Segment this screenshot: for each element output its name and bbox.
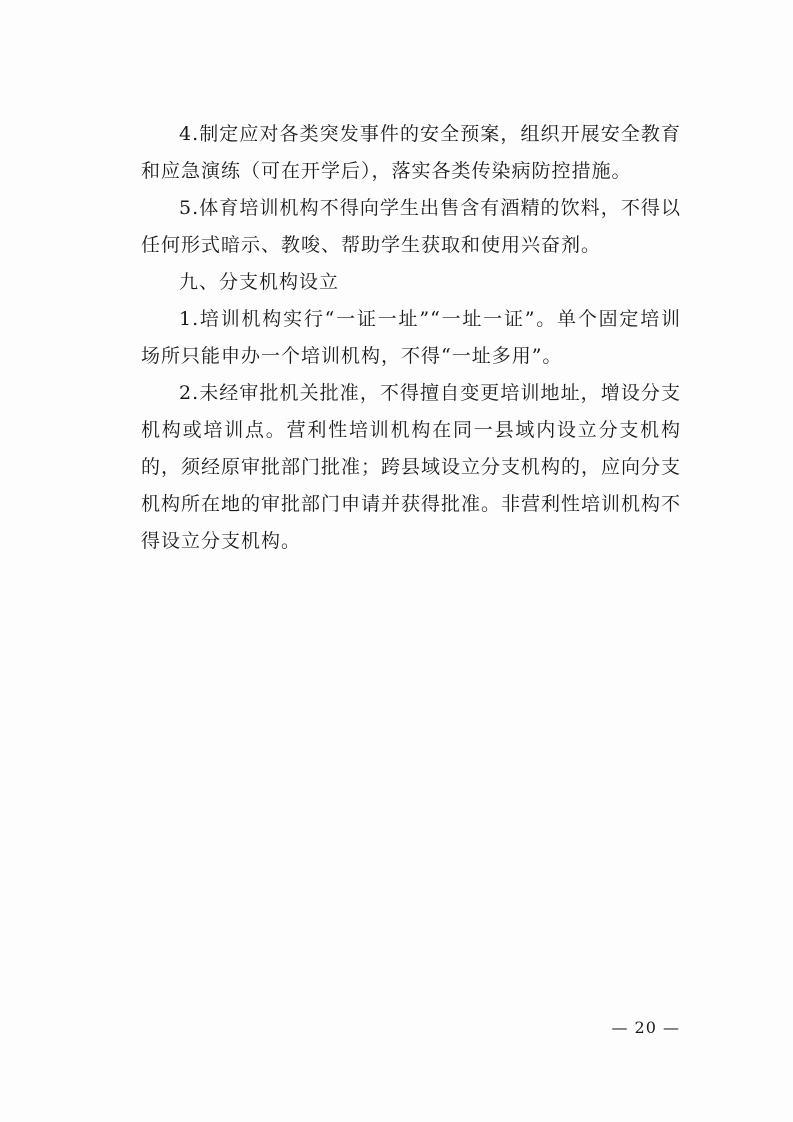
section-heading-branch-setup: 九、分支机构设立 [179, 271, 340, 293]
paragraph-item-4: 4.制定应对各类突发事件的安全预案，组织开展安全教育和应急演练（可在开学后），落实各类传染病防控措施。 [141, 123, 681, 182]
page-number: — 20 — [611, 1018, 680, 1037]
document-body [141, 116, 681, 560]
paragraph-item-1: 1.培训机构实行“一证一址”“一址一证”。单个固定培训场所只能申办一个培训机构，不得“一址多用”。 [141, 308, 681, 367]
paragraph-item-5: 5.体育培训机构不得向学生出售含有酒精的饮料，不得以任何形式暗示、教唆、帮助学生获取和使用兴奋剂。 [141, 197, 681, 256]
paragraph-item-2: 2.未经审批机关批准，不得擅自变更培训地址，增设分支机构或培训点。营利性培训机构在同一县域内设立分支机构的，须经原审批部门批准；跨县域设立分支机构的，应向分支机构所在地的审批部门申请并获得批准。非营利性培训机构不得设立分支机构。 [141, 382, 682, 552]
